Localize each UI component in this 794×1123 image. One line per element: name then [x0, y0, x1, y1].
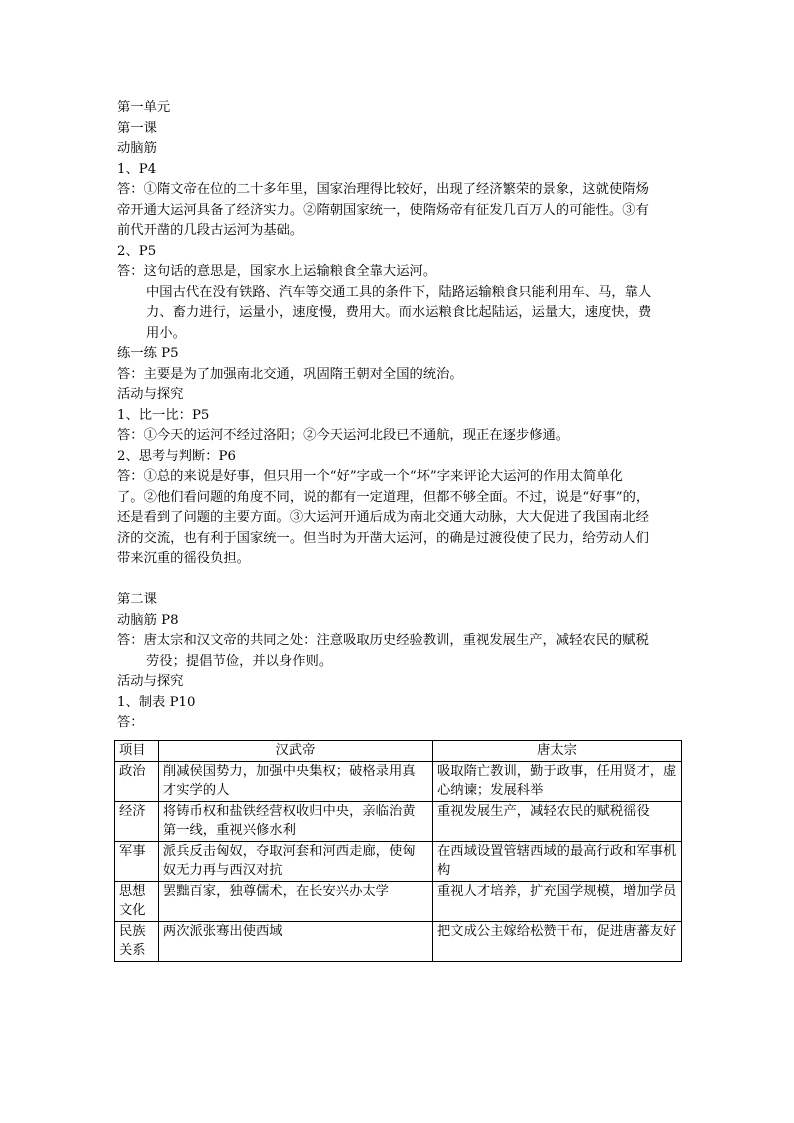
lesson2-answer-label: 答： [117, 715, 144, 730]
table-cell-taizong: 把文成公主嫁给松赞干布，促进唐蕃友好 [433, 921, 682, 961]
activity-title: 活动与探究 [117, 387, 184, 402]
table-cell-item: 军事 [115, 841, 159, 881]
lianyilian-label: 练一练 P5 [117, 346, 179, 361]
q2-answer-first: 答：这句话的意思是，国家水上运输粮食全靠大运河。 [117, 264, 437, 279]
lesson2-item1-label: 1、制表 P10 [117, 694, 196, 710]
table-row [115, 761, 682, 801]
lesson2-answer-first: 答：唐太宗和汉文帝的共同之处：注意吸取历史经验教训，重视发展生产，减轻农民的赋税 [117, 633, 649, 648]
q1-answer-line: 帝开通大运河具备了经济实力。②隋朝国家统一，使隋炀帝有征发几百万人的可能性。③有 [117, 202, 649, 218]
table-header-cell: 汉武帝 [158, 741, 432, 762]
q2-answer-line: 中国古代在没有铁路、汽车等交通工具的条件下，陆路运输粮食只能利用车、马，靠人 [146, 284, 652, 300]
lesson2-activity-title: 活动与探究 [117, 674, 184, 689]
activity-item1-answer: 答：①今天的运河不经过洛阳；②今天运河北段已不通航，现正在逐步修通。 [117, 428, 570, 443]
activity-item1-label: 1、比一比：P5 [117, 407, 210, 423]
table-cell-taizong: 重视人才培养，扩充国学规模，增加学员 [433, 881, 682, 921]
q1-answer-line: 答：①隋文帝在位的二十多年里，国家治理得比较好，出现了经济繁荣的景象，这就使隋炀 [117, 182, 649, 197]
table-cell-wudi: 两次派张骞出使西域 [158, 921, 432, 961]
table-row [115, 841, 682, 881]
table-cell-wudi: 罢黜百家，独尊儒术，在长安兴办太学 [158, 881, 432, 921]
table-row [115, 801, 682, 841]
lesson2-title: 第二课 [117, 592, 157, 607]
table-row [115, 881, 682, 921]
q1-answer-line: 前代开凿的几段古运河为基础。 [117, 223, 304, 238]
table-cell-item: 思想文化 [115, 881, 159, 921]
table-cell-wudi: 削减侯国势力，加强中央集权；破格录用真才实学的人 [158, 761, 432, 801]
table-cell-taizong: 在西域设置管辖西域的最高行政和军事机构 [433, 841, 682, 881]
activity-item2-answer-line: 答：①总的来说是好事，但只用一个“好”字或一个“坏”字来评论大运河的作用太简单化 [117, 469, 623, 484]
table-header-cell: 项目 [115, 741, 159, 762]
table-header-cell: 唐太宗 [433, 741, 682, 762]
blank-line [117, 570, 687, 591]
comparison-table [114, 740, 682, 962]
q1-label: 1、P4 [117, 161, 157, 177]
table-cell-taizong: 吸取隋亡教训，勤于政事，任用贤才，虚心纳谏；发展科举 [433, 761, 682, 801]
unit-title: 第一单元 [117, 100, 171, 115]
activity-item2-answer-line: 了。②他们看问题的角度不同，说的都有一定道理，但都不够全面。不过，说是“好事”的， [117, 489, 650, 505]
activity-item2-answer-line: 带来沉重的徭役负担。 [117, 551, 250, 566]
document-body [117, 98, 687, 734]
activity-item2-label: 2、思考与判断：P6 [117, 448, 236, 464]
q2-label: 2、P5 [117, 243, 157, 259]
lesson1-title: 第一课 [117, 120, 157, 136]
q2-answer-line: 力、畜力进行，运量小，速度慢，费用大。而水运粮食比起陆运，运量大，速度快，费 [146, 305, 652, 320]
table-cell-wudi: 派兵反击匈奴，夺取河套和河西走廊，使匈奴无力再与西汉对抗 [158, 841, 432, 881]
lesson1-dongnaojin: 动脑筋 [117, 141, 157, 156]
table-cell-item: 政治 [115, 761, 159, 801]
lesson2-answer-indent: 劳役；提倡节俭，并以身作则。 [146, 653, 333, 669]
table-cell-taizong: 重视发展生产，减轻农民的赋税徭役 [433, 801, 682, 841]
table-header-row [115, 741, 682, 762]
lianyilian-answer: 答：主要是为了加强南北交通，巩固隋王朝对全国的统治。 [117, 366, 463, 382]
q2-answer-line: 用小。 [146, 325, 186, 341]
activity-item2-answer-line: 济的交流，也有利于国家统一。但当时为开凿大运河，的确是过渡役使了民力，给劳动人们 [117, 530, 649, 546]
table-cell-item: 民族关系 [115, 921, 159, 961]
table-cell-item: 经济 [115, 801, 159, 841]
table-row [115, 921, 682, 961]
activity-item2-answer-line: 还是看到了问题的主要方面。③大运河开通后成为南北交通大动脉，大大促进了我国南北经 [117, 510, 649, 525]
lesson2-dongnaojin: 动脑筋 P8 [117, 612, 179, 628]
table-cell-wudi: 将铸币权和盐铁经营权收归中央，亲临治黄第一线，重视兴修水利 [158, 801, 432, 841]
